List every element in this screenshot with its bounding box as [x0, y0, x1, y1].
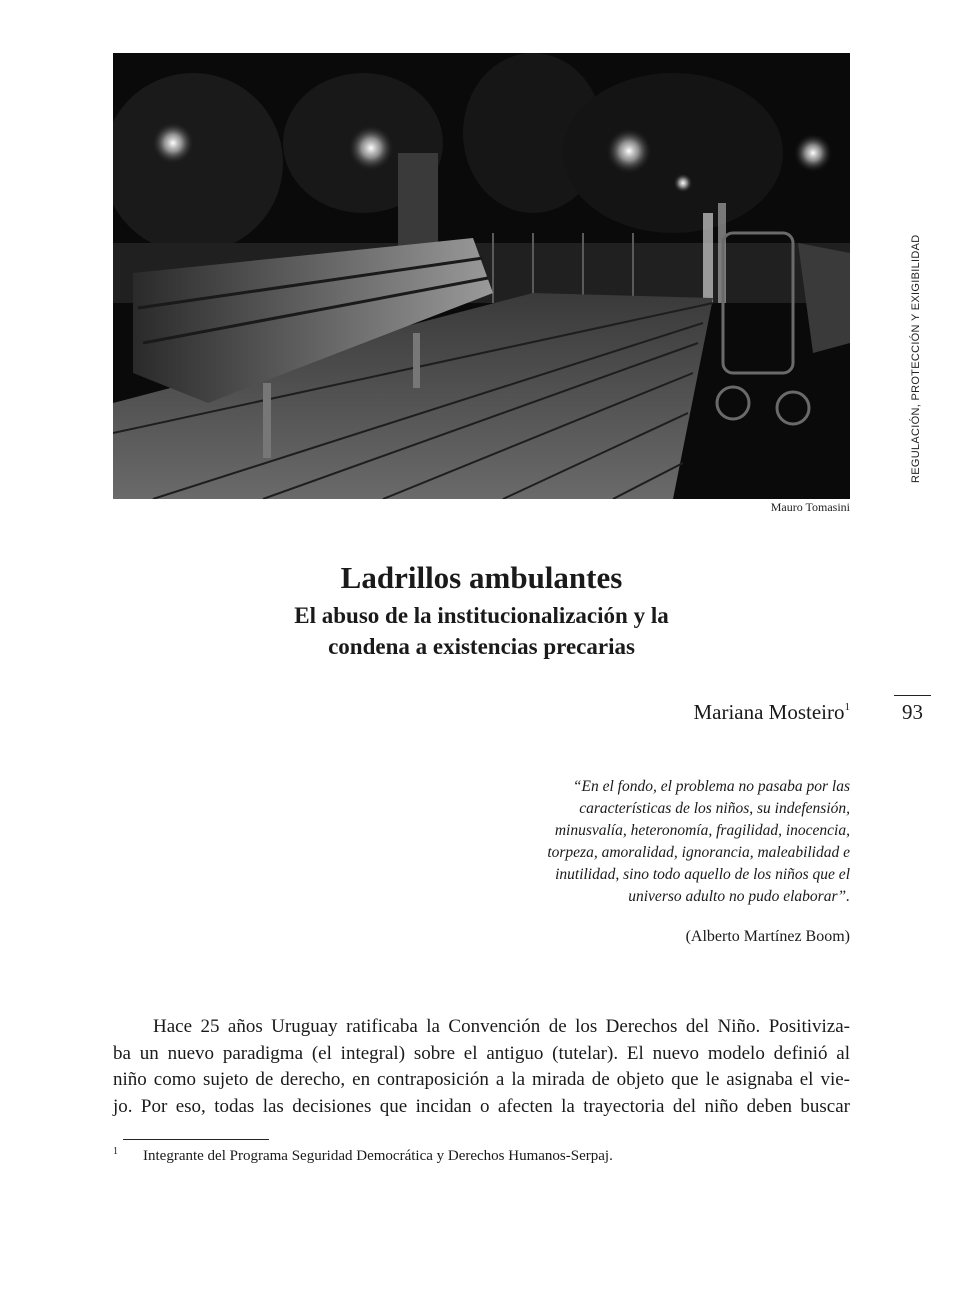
section-side-label: REGULACIÓN, PROTECCIÓN Y EXIGIBILIDAD — [910, 234, 922, 483]
epigraph-line: “En el fondo, el problema no pasaba por las — [572, 778, 850, 795]
article-photo — [113, 53, 850, 499]
article-subtitle — [113, 600, 850, 662]
epigraph-line: torpeza, amoralidad, ignorancia, maleabilidad e — [547, 844, 850, 861]
subtitle-line: condena a existencias precarias — [328, 634, 635, 659]
body-line: niño como sujeto de derecho, en contraposición a la mirada de objeto que le asignaba el vie- — [113, 1069, 850, 1090]
bench-night-photo — [113, 53, 850, 499]
footnote-text: Integrante del Programa Seguridad Democrática y Derechos Humanos-Serpaj. — [143, 1148, 613, 1164]
epigraph-quote — [480, 776, 850, 908]
epigraph-line: universo adulto no pudo elaborar”. — [628, 888, 850, 905]
body-paragraph — [113, 1014, 850, 1120]
photo-credit: Mauro Tomasini — [770, 500, 850, 514]
author-name: Mariana Mosteiro — [693, 700, 845, 724]
page-number: 93 — [902, 700, 923, 724]
body-line: ba un nuevo paradigma (el integral) sobre el antiguo (tutelar). El nuevo modelo definió al — [113, 1042, 850, 1064]
subtitle-line: El abuso de la institucionalización y la — [294, 603, 669, 628]
epigraph-source: (Alberto Martínez Boom) — [685, 928, 850, 945]
epigraph-line: minusvalía, heteronomía, fragilidad, inocencia, — [554, 822, 850, 839]
article-title: Ladrillos ambulantes — [340, 560, 623, 595]
epigraph-line: inutilidad, sino todo aquello de los niños que el — [555, 866, 850, 883]
body-line: jo. Por eso, todas las decisiones que incidan o afecten la trayectoria del niño deben buscar — [113, 1095, 850, 1117]
page-number-rule — [894, 695, 931, 696]
footnote-rule — [123, 1139, 269, 1140]
author-footnote-mark: 1 — [844, 701, 850, 713]
body-line: Hace 25 años Uruguay ratificaba la Convención de los Derechos del Niño. Positiviza- — [153, 1016, 850, 1037]
footnote-mark: 1 — [113, 1146, 118, 1157]
epigraph-line: características de los niños, su indefensión, — [579, 800, 850, 817]
author-byline — [500, 700, 850, 725]
